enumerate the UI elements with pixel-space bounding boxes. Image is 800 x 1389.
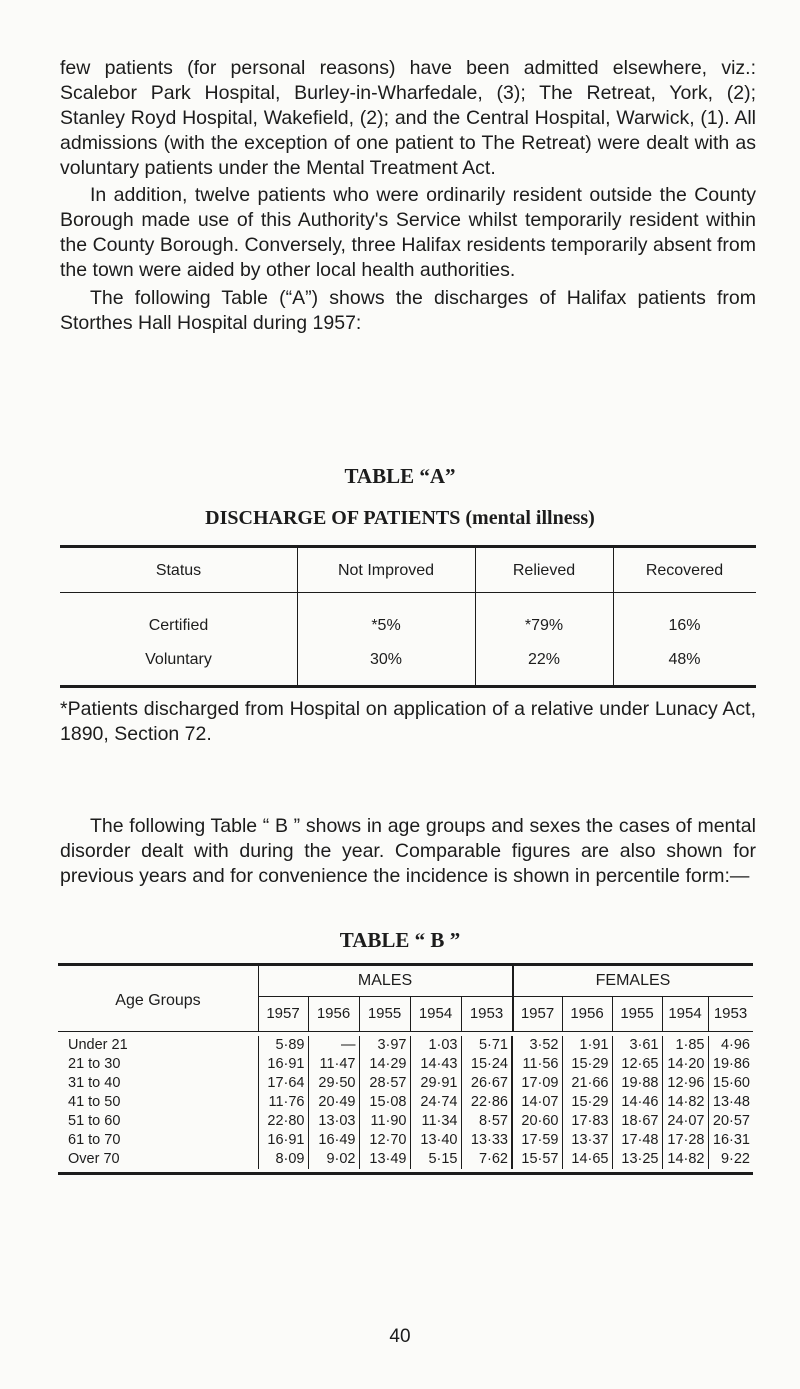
- table-row: [58, 1150, 753, 1169]
- table-b-year-header: 1955: [620, 1005, 654, 1022]
- table-b-cell: 21·66: [562, 1074, 612, 1093]
- table-b-bottom-rule: [58, 1172, 753, 1175]
- table-b-age-group: 21 to 30: [68, 1056, 121, 1072]
- table-b-cell: 14·07: [512, 1093, 562, 1112]
- table-b-cell: 26·67: [461, 1074, 512, 1093]
- table-a-header-status: Status: [155, 562, 202, 579]
- table-b-cell: 18·67: [612, 1112, 662, 1131]
- table-a-row-certified-relieved: *79%: [524, 617, 564, 634]
- table-a-footnote: *Patients discharged from Hospital on application of a relative under Lunacy Act, 1890, Section 72.: [60, 698, 756, 745]
- table-b-cell: 4·96: [708, 1036, 753, 1055]
- table-row: [58, 1131, 753, 1150]
- table-b-cell: 24·07: [662, 1112, 708, 1131]
- table-b-cell: 14·20: [662, 1055, 708, 1074]
- table-b-cell: 20·57: [708, 1112, 753, 1131]
- table-a-row-voluntary-not-improved: 30%: [369, 651, 403, 668]
- table-b-age-group: Under 21: [68, 1037, 128, 1053]
- table-b-cell: 11·76: [258, 1093, 308, 1112]
- table-b-cell: 16·91: [258, 1055, 308, 1074]
- table-a-row-certified-not-improved: *5%: [371, 617, 401, 634]
- table-a-subtitle: DISCHARGE OF PATIENTS (mental illness): [205, 507, 595, 529]
- table-b-cell: 29·91: [410, 1074, 461, 1093]
- table-b-cell: 20·49: [308, 1093, 359, 1112]
- table-a-bottom-rule: [60, 685, 756, 688]
- table-b-cell: 9·22: [708, 1150, 753, 1169]
- table-a-row-voluntary-status: Voluntary: [145, 651, 212, 668]
- table-b-cell: 3·97: [359, 1036, 410, 1055]
- table-a-row-voluntary-recovered: 48%: [668, 651, 701, 668]
- table-row: [58, 1055, 753, 1074]
- table-a-header-rule: [60, 592, 756, 593]
- table-b-cell: 11·90: [359, 1112, 410, 1131]
- table-b-cell: 15·29: [562, 1055, 612, 1074]
- table-b-cell: 8·09: [258, 1150, 308, 1169]
- table-row: [58, 1093, 753, 1112]
- table-a-title: TABLE “A”: [344, 464, 456, 488]
- table-b-cell: 13·40: [410, 1131, 461, 1150]
- table-b-year-header: 1957: [520, 1005, 555, 1022]
- page-number: 40: [389, 1326, 411, 1347]
- table-b-cell: 15·24: [461, 1055, 512, 1074]
- table-b-cell: 9·02: [308, 1150, 359, 1169]
- table-b-cell: 19·88: [612, 1074, 662, 1093]
- table-b-cell: 13·48: [708, 1093, 753, 1112]
- table-row: [58, 1112, 753, 1131]
- table-b-cell: 16·49: [308, 1131, 359, 1150]
- table-b-cell: 17·64: [258, 1074, 308, 1093]
- table-b-cell: 12·70: [359, 1131, 410, 1150]
- table-b-cell: 17·09: [512, 1074, 562, 1093]
- table-b-cell: 5·89: [258, 1036, 308, 1055]
- paragraph-temporary-residents: In addition, twelve patients who were ordinarily resident outside the County Borough made use of this Authority's Service whilst temporarily resident within the County Borough. Conversely, three Halifax residents temporarily absent from the town were aided by other local health authorities.: [60, 184, 756, 281]
- table-row: [58, 1036, 753, 1055]
- table-b-cell: 12·65: [612, 1055, 662, 1074]
- table-b-cell: 14·82: [662, 1093, 708, 1112]
- table-b-cell: 5·71: [461, 1036, 512, 1055]
- table-b-cell: 17·83: [562, 1112, 612, 1131]
- table-b-top-rule: [58, 963, 753, 966]
- table-a-row-certified-status: Certified: [148, 617, 209, 634]
- table-a-header-recovered: Recovered: [645, 562, 724, 579]
- table-b-cell: 15·60: [708, 1074, 753, 1093]
- table-b-cell: 11·56: [512, 1055, 562, 1074]
- table-a-header-not-improved: Not Improved: [337, 562, 435, 579]
- table-b-cell: 13·37: [562, 1131, 612, 1150]
- table-b-cell: 1·91: [562, 1036, 612, 1055]
- table-b-year-header: 1957: [266, 1005, 300, 1022]
- table-b-cell: 1·03: [410, 1036, 461, 1055]
- table-b-cell: 14·65: [562, 1150, 612, 1169]
- table-b-cell: 11·47: [308, 1055, 359, 1074]
- table-b-cell: 17·48: [612, 1131, 662, 1150]
- table-b-age-group: 41 to 50: [68, 1094, 121, 1110]
- table-b-cell: 17·59: [512, 1131, 562, 1150]
- table-b-cell: 15·57: [512, 1150, 562, 1169]
- table-b-cell: 29·50: [308, 1074, 359, 1093]
- table-b-cell: 17·28: [662, 1131, 708, 1150]
- table-b-year-header: 1954: [418, 1005, 453, 1022]
- table-b-header-females: FEMALES: [595, 972, 671, 989]
- table-b-cell: 22·80: [258, 1112, 308, 1131]
- table-b-cell: 7·62: [461, 1150, 512, 1169]
- table-b-header-age-groups: Age Groups: [115, 992, 201, 1009]
- table-b-cell: 14·82: [662, 1150, 708, 1169]
- table-b-cell: 20·60: [512, 1112, 562, 1131]
- paragraph-table-a-intro: The following Table (“A”) shows the discharges of Halifax patients from Storthes Hall Hospital during 1957:: [60, 287, 756, 334]
- table-b-cell: 14·46: [612, 1093, 662, 1112]
- table-b-year-header: 1956: [570, 1005, 604, 1022]
- table-b-title: TABLE “ B ”: [339, 928, 461, 952]
- table-b-cell: 15·29: [562, 1093, 612, 1112]
- table-a-row-certified-recovered: 16%: [668, 617, 701, 634]
- table-b-cell: 1·85: [662, 1036, 708, 1055]
- table-row: [58, 1074, 753, 1093]
- table-b-cell: 3·52: [512, 1036, 562, 1055]
- table-b-cell: 16·31: [708, 1131, 753, 1150]
- table-b-cell: 13·03: [308, 1112, 359, 1131]
- table-b-age-group: 51 to 60: [68, 1113, 121, 1129]
- table-b-year-header: 1954: [668, 1005, 702, 1022]
- table-b-age-group: 31 to 40: [68, 1075, 121, 1091]
- table-a-row-voluntary-relieved: 22%: [527, 651, 561, 668]
- table-b-cell: 13·49: [359, 1150, 410, 1169]
- table-b-age-group: Over 70: [68, 1151, 120, 1167]
- table-b-cell: 28·57: [359, 1074, 410, 1093]
- table-b-header-males: MALES: [357, 972, 413, 989]
- table-b-cell: 5·15: [410, 1150, 461, 1169]
- table-b-cell: 13·25: [612, 1150, 662, 1169]
- table-b-cell: 14·29: [359, 1055, 410, 1074]
- table-b-year-header: 1955: [367, 1005, 402, 1022]
- table-b-cell: 12·96: [662, 1074, 708, 1093]
- table-b-age-group: 61 to 70: [68, 1132, 121, 1148]
- table-b-year-header: 1953: [713, 1005, 748, 1022]
- table-b-cell: 22·86: [461, 1093, 512, 1112]
- table-b-header-rule: [58, 1031, 753, 1032]
- paragraph-admissions: few patients (for personal reasons) have been admitted elsewhere, viz.: Scalebor Park Hospital, Burley-in-Wharfedale, (3); The Retreat, York, (2); Stanley Royd Hospital, Wakefield, (2); and the Central Hospital, Warwick, (1). All admissions (with the exception of one patient to The Retreat) were dealt with as voluntary patients under the Mental Treatment Act.: [60, 57, 756, 179]
- table-b-year-header: 1956: [316, 1005, 351, 1022]
- table-b-cell: 15·08: [359, 1093, 410, 1112]
- table-b-cell: 11·34: [410, 1112, 461, 1131]
- table-b-cell: —: [308, 1036, 359, 1055]
- table-b-year-header: 1953: [469, 1005, 504, 1022]
- table-b-cell: 16·91: [258, 1131, 308, 1150]
- table-b-cell: 8·57: [461, 1112, 512, 1131]
- table-a-top-rule: [60, 545, 756, 548]
- table-b-cell: 14·43: [410, 1055, 461, 1074]
- table-b-cell: 19·86: [708, 1055, 753, 1074]
- table-b-body: [58, 1036, 753, 1169]
- table-b-cell: 24·74: [410, 1093, 461, 1112]
- table-b-cell: 13·33: [461, 1131, 512, 1150]
- paragraph-table-b-intro: The following Table “ B ” shows in age groups and sexes the cases of mental disorder dealt with during the year. Comparable figures are also shown for previous years and for convenience the incidence is shown in percentile form:—: [60, 815, 756, 887]
- table-a-header-relieved: Relieved: [512, 562, 576, 579]
- table-b-cell: 3·61: [612, 1036, 662, 1055]
